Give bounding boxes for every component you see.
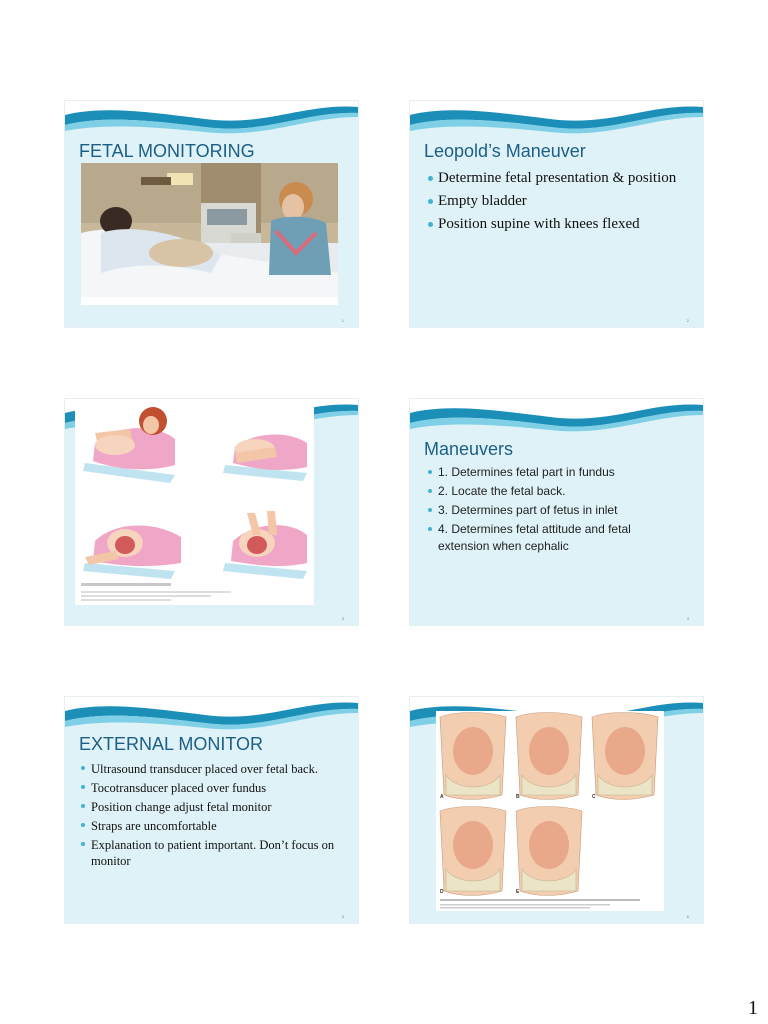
slide-5 bbox=[65, 697, 358, 923]
illustration-panel bbox=[75, 403, 314, 605]
list-item: Explanation to patient important. Don’t focus on monitor bbox=[81, 837, 339, 869]
figure-label-e: E bbox=[516, 889, 520, 895]
fetal-position-panel bbox=[436, 711, 664, 911]
leopold-maneuvers-illustration-icon bbox=[75, 403, 314, 605]
slide-3 bbox=[65, 399, 358, 625]
wave-banner bbox=[410, 399, 703, 439]
slide-number: 3 bbox=[341, 616, 344, 621]
list-item: 3. Determines part of fetus in inlet bbox=[428, 502, 678, 519]
list-item: 1. Determines fetal part in fundus bbox=[428, 464, 678, 481]
slide-title: EXTERNAL MONITOR bbox=[79, 734, 264, 754]
figure-label-c: C bbox=[592, 794, 596, 800]
bullet-dot-icon bbox=[428, 489, 432, 493]
bullet-dot-icon bbox=[428, 470, 432, 474]
slide-4 bbox=[410, 399, 703, 625]
figure-label-b: B bbox=[516, 794, 520, 800]
bullet-list bbox=[428, 168, 690, 235]
wave-banner bbox=[65, 697, 358, 737]
list-item: 4. Determines fetal attitude and fetal extension when cephalic bbox=[428, 521, 678, 555]
list-item: Ultrasound transducer placed over fetal back. bbox=[81, 761, 339, 777]
bullet-dot-icon bbox=[81, 842, 85, 846]
list-item: Position supine with knees flexed bbox=[428, 214, 690, 235]
slide-6 bbox=[410, 697, 703, 923]
slide-title: FETAL MONITORING bbox=[79, 141, 255, 161]
slide-number: 4 bbox=[686, 616, 689, 621]
list-item: Position change adjust fetal monitor bbox=[81, 799, 339, 815]
bullet-dot-icon bbox=[428, 527, 432, 531]
fetal-positions-illustration-icon bbox=[436, 711, 664, 911]
bullet-dot-icon bbox=[81, 804, 85, 808]
patient-monitor-photo-icon bbox=[81, 163, 338, 305]
list-item: Tocotransducer placed over fundus bbox=[81, 780, 339, 796]
list-item: Empty bladder bbox=[428, 191, 690, 212]
list-item: 2. Locate the fetal back. bbox=[428, 483, 678, 500]
slide-title: Maneuvers bbox=[424, 439, 514, 459]
bullet-dot-icon bbox=[81, 766, 85, 770]
figure-label-d: D bbox=[440, 889, 444, 895]
bullet-dot-icon bbox=[428, 508, 432, 512]
slide-title: Leopold’s Maneuver bbox=[424, 141, 586, 161]
bullet-dot-icon bbox=[428, 222, 433, 227]
slide-2 bbox=[410, 101, 703, 327]
wave-banner bbox=[65, 101, 358, 141]
list-item: Determine fetal presentation & position bbox=[428, 168, 690, 189]
slide-1 bbox=[65, 101, 358, 327]
bullet-list bbox=[81, 761, 339, 869]
wave-banner bbox=[410, 101, 703, 141]
list-item: Straps are uncomfortable bbox=[81, 818, 339, 834]
slide-number: 6 bbox=[686, 914, 689, 919]
bullet-dot-icon bbox=[428, 199, 433, 204]
bullet-dot-icon bbox=[81, 823, 85, 827]
slide-number: 1 bbox=[341, 318, 344, 323]
page-number: 1 bbox=[748, 997, 758, 1019]
monitoring-photo bbox=[81, 163, 338, 305]
bullet-dot-icon bbox=[81, 785, 85, 789]
figure-label-a: A bbox=[440, 794, 444, 800]
bullet-list bbox=[428, 464, 678, 555]
bullet-dot-icon bbox=[428, 176, 433, 181]
slide-number: 2 bbox=[686, 318, 689, 323]
slide-number: 5 bbox=[341, 914, 344, 919]
